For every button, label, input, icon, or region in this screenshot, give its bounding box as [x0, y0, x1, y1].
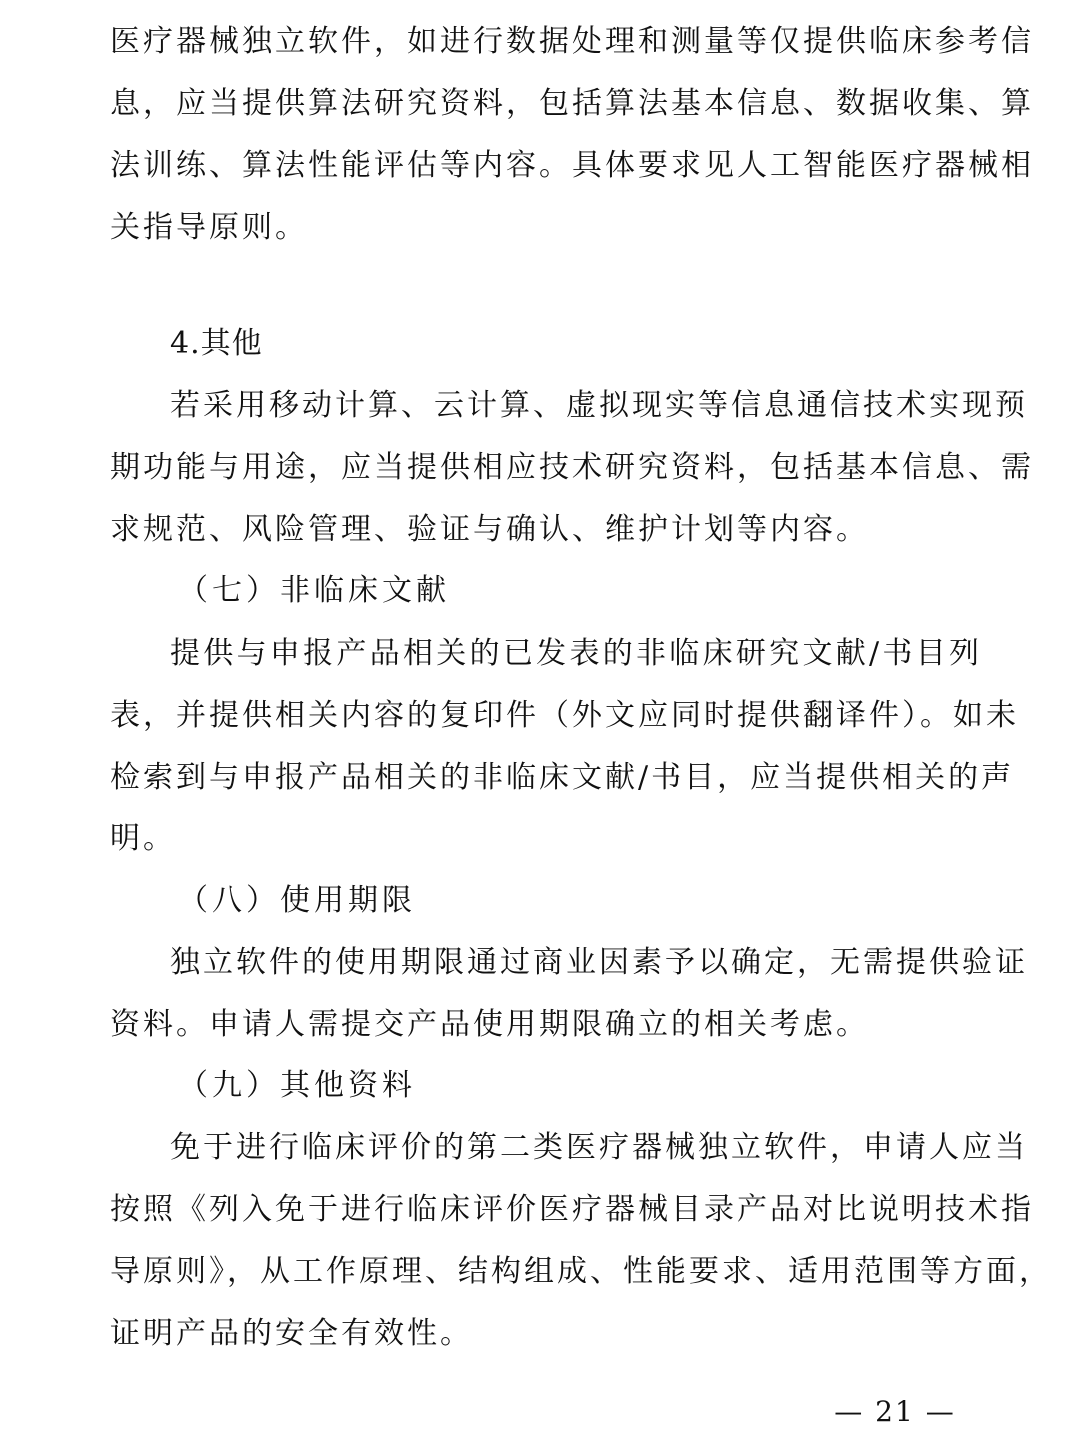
paragraph-1-line-1: 医疗器械独立软件，如进行数据处理和测量等仅提供临床参考信 [110, 24, 1034, 59]
page-number: — 21 — [834, 1395, 956, 1428]
section-heading-8: （八）使用期限 [178, 883, 416, 918]
paragraph-5-line-1: 免于进行临床评价的第二类医疗器械独立软件，申请人应当 [170, 1130, 1028, 1165]
subheading-other: 4.其他 [170, 326, 263, 361]
section-heading-7: （七）非临床文献 [178, 573, 450, 608]
paragraph-4-line-1: 独立软件的使用期限通过商业因素予以确定，无需提供验证 [170, 945, 1028, 980]
paragraph-1-line-3: 法训练、算法性能评估等内容。具体要求见人工智能医疗器械相 [110, 148, 1034, 183]
paragraph-4-line-2: 资料。申请人需提交产品使用期限确立的相关考虑。 [110, 1007, 869, 1042]
paragraph-1-line-2: 息，应当提供算法研究资料，包括算法基本信息、数据收集、算 [110, 86, 1034, 121]
paragraph-2-line-3: 求规范、风险管理、验证与确认、维护计划等内容。 [110, 512, 869, 547]
paragraph-3-line-3: 检索到与申报产品相关的非临床文献/书目，应当提供相关的声 [110, 760, 1015, 795]
paragraph-2-line-2: 期功能与用途，应当提供相应技术研究资料，包括基本信息、需 [110, 450, 1034, 485]
paragraph-5-line-4: 证明产品的安全有效性。 [110, 1316, 473, 1351]
paragraph-1-line-4: 关指导原则。 [110, 210, 308, 245]
paragraph-2-line-1: 若采用移动计算、云计算、虚拟现实等信息通信技术实现预 [170, 388, 1028, 423]
section-heading-9: （九）其他资料 [178, 1068, 416, 1103]
paragraph-5-line-3: 导原则》，从工作原理、结构组成、性能要求、适用范围等方面， [110, 1254, 1052, 1289]
paragraph-3-line-2: 表，并提供相关内容的复印件（外文应同时提供翻译件）。如未 [110, 698, 1019, 733]
paragraph-3-line-4: 明。 [110, 821, 176, 856]
paragraph-3-line-1: 提供与申报产品相关的已发表的非临床研究文献/书目列 [170, 636, 982, 671]
paragraph-5-line-2: 按照《列入免于进行临床评价医疗器械目录产品对比说明技术指 [110, 1192, 1034, 1227]
